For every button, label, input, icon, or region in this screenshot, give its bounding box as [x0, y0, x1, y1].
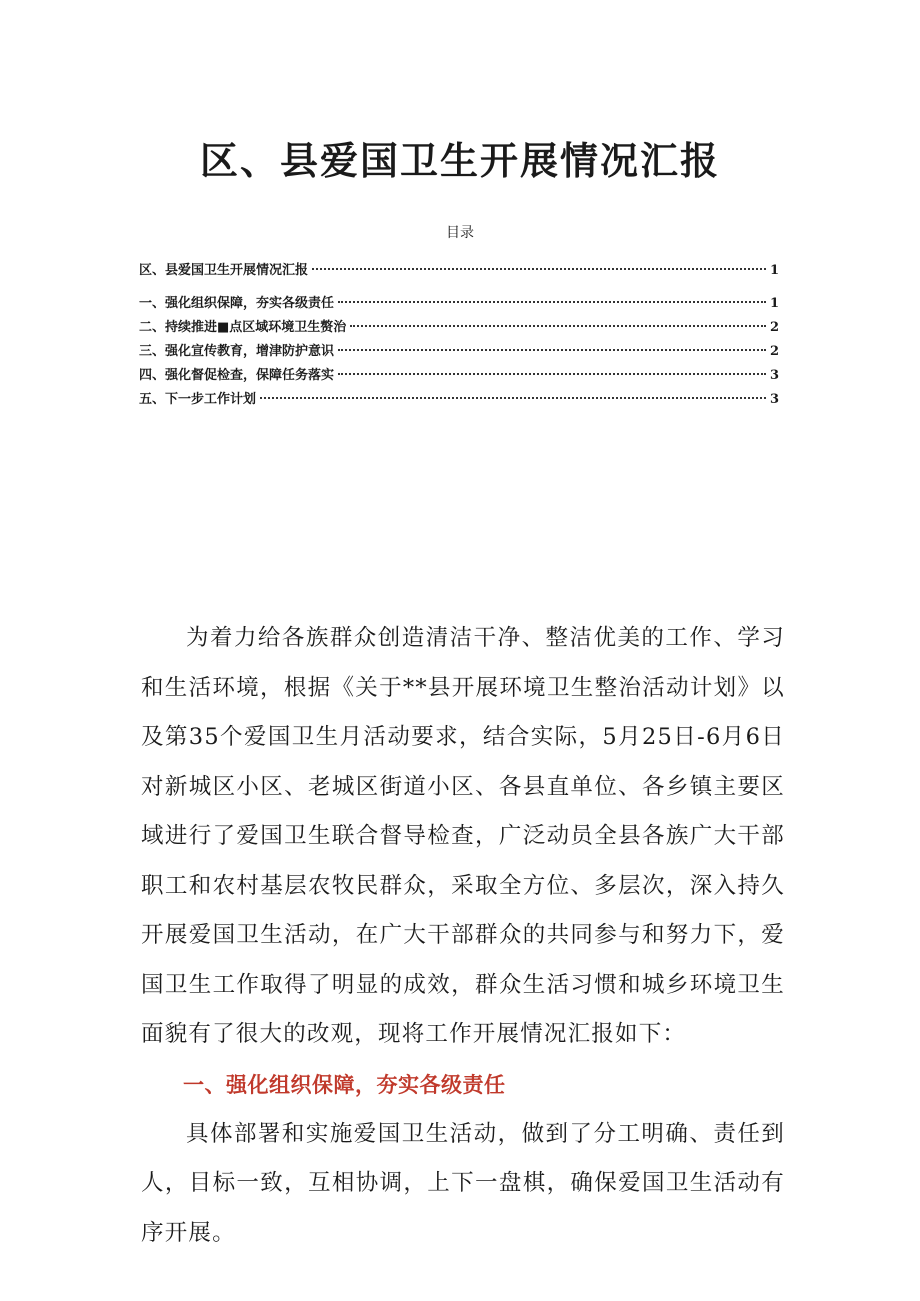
toc-leader-dots [338, 301, 766, 303]
toc-entry-text: 一、强化组织保障，夯实各级责任 [139, 296, 335, 311]
toc-entry-text: 三、强化宣传教育，增津防护意识 [139, 344, 335, 359]
section-heading: 一、强化组织保障，夯实各级责任 [183, 1072, 506, 1097]
document-title: 区、县爱国卫生开展情况汇报 [199, 139, 720, 183]
toc-entry-page: 3 [769, 392, 779, 407]
intro-paragraph: 为着力给各族群众创造清洁干净、整洁优美的工作、学习和生活环境，根据《关于**县开展环境卫生整治活动计划》以及第35个爱国卫生月活动要求，结合实际，5月25日-6月6日对新城区小区、老城区街道小区、各县直单位、各乡镇主要区域进行了爱国卫生联合督导检查，广泛动员全县各族广大干部职工和农村基层农牧民群众，采取全方位、多层次，深入持久开展爱国卫生活动，在广大干部群众的共同参与和努力下，爱国卫生工作取得了明显的成效，群众生活习惯和城乡环境卫生面貌有了很大的改观，现将工作开展情况汇报如下： [141, 625, 785, 1047]
toc-entry-text: 四、强化督促检查，保障任务落实 [139, 368, 335, 383]
toc-heading: 目录 [446, 225, 474, 241]
table-of-contents [139, 258, 779, 412]
toc-entry-text: 二、持续推进■点区域环境卫生赘治 [139, 320, 347, 335]
toc-entry[interactable] [139, 364, 779, 388]
section-paragraph: 具体部署和实施爱国卫生活动，做到了分工明确、责任到人，目标一致，互相协调，上下一盘棋，确保爱国卫生活动有序开展。 [141, 1120, 785, 1246]
toc-entry-page: 2 [769, 344, 779, 359]
document-body [141, 614, 785, 1258]
toc-entry[interactable] [139, 316, 779, 340]
toc-leader-dots [338, 373, 766, 375]
toc-leader-dots [312, 268, 766, 270]
toc-entry-page: 1 [769, 263, 779, 278]
toc-entry[interactable] [139, 292, 779, 316]
toc-entry[interactable] [139, 388, 779, 412]
toc-entry-page: 1 [769, 296, 779, 311]
toc-entry-text: 五、下一步工作计划 [139, 392, 257, 407]
toc-entry[interactable] [139, 258, 779, 292]
toc-entry-page: 3 [769, 368, 779, 383]
toc-leader-dots [350, 325, 766, 327]
toc-entry-page: 2 [769, 320, 779, 335]
toc-leader-dots [338, 349, 766, 351]
toc-leader-dots [260, 397, 766, 399]
toc-entry-text: 区、县爱国卫生开展情况汇报 [139, 263, 309, 278]
toc-entry[interactable] [139, 340, 779, 364]
